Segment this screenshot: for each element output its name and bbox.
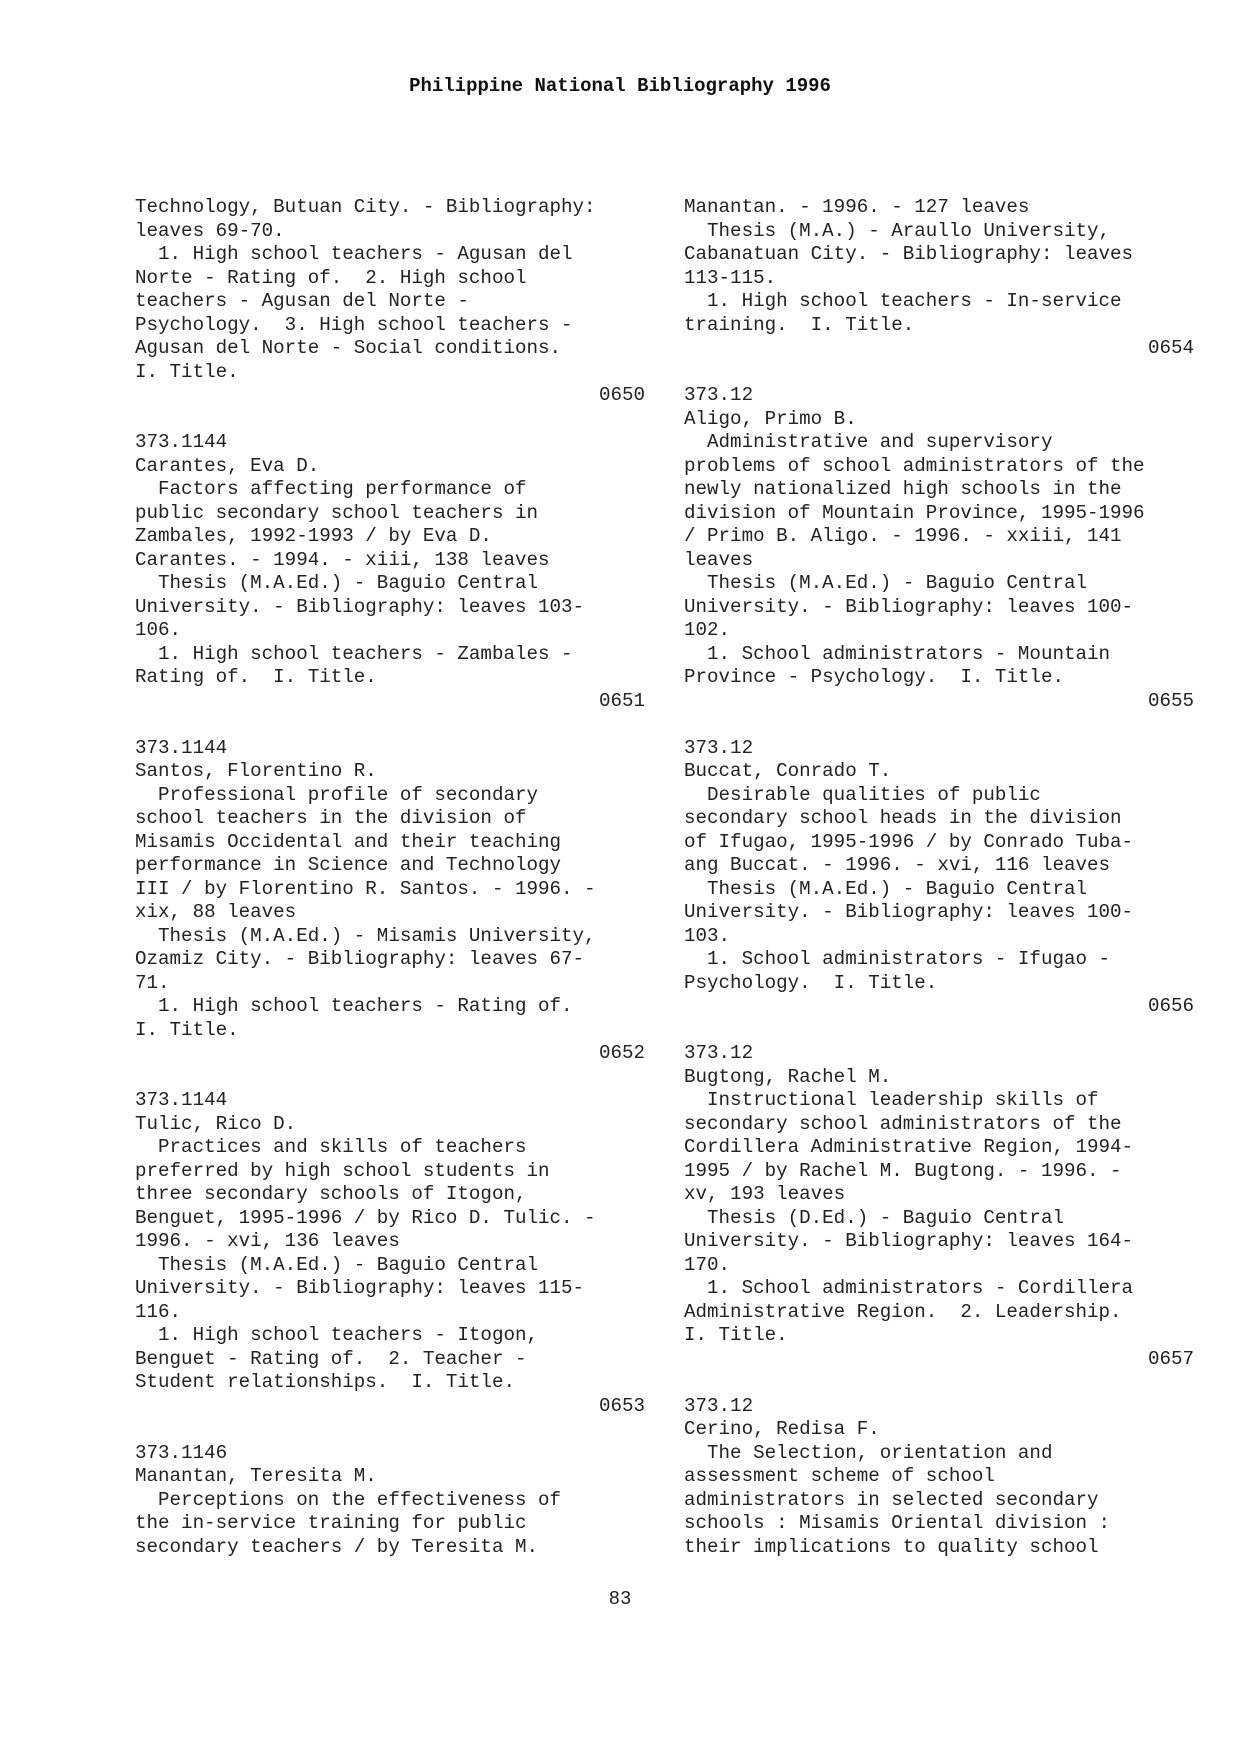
entry-line: problems of school administrators of the <box>684 454 1145 477</box>
entry-line: 71. <box>135 971 170 994</box>
entry-line: Thesis (M.A.) - Araullo University, <box>684 219 1111 242</box>
entry-gap <box>684 1371 1194 1395</box>
entry-line: University. - Bibliography: leaves 103- <box>135 595 585 618</box>
entry-line: 1995 / by Rachel M. Bugtong. - 1996. - <box>684 1159 1122 1182</box>
entry-line: 373.12 <box>684 736 754 759</box>
entry-line: Bugtong, Rachel M. <box>684 1065 892 1088</box>
entry-line: Thesis (M.A.Ed.) - Misamis University, <box>135 924 596 947</box>
entry-line: Carantes. - 1994. - xiii, 138 leaves <box>135 548 550 571</box>
entry-line: the in-service training for public <box>135 1512 527 1534</box>
entry-line: 1. School administrators - Mountain <box>684 642 1111 665</box>
entry-line: 1. High school teachers - Itogon, <box>135 1324 539 1346</box>
entry-line: Cabanatuan City. - Bibliography: leaves <box>684 243 1134 265</box>
entry-line: 373.12 <box>684 1394 754 1417</box>
entry-line: 1996. - xvi, 136 leaves <box>135 1230 400 1252</box>
bibliography-entry <box>135 431 645 713</box>
entry-line: their implications to quality school <box>684 1535 1099 1558</box>
entry-line: Instructional leadership skills of <box>684 1089 1099 1111</box>
entry-line: training. I. Title. <box>684 313 915 336</box>
page-number: 83 <box>608 1588 632 1610</box>
entry-line: Misamis Occidental and their teaching <box>135 830 562 853</box>
entry-gap <box>684 361 1194 385</box>
entry-line: ang Buccat. - 1996. - xvi, 116 leaves <box>684 854 1111 876</box>
entry-line: teachers - Agusan del Norte - <box>135 290 469 312</box>
entry-line: 113-115. <box>684 266 777 289</box>
bibliography-entry <box>684 1395 1194 1560</box>
entry-line: University. - Bibliography: leaves 115- <box>135 1277 585 1299</box>
entry-line: newly nationalized high schools in the <box>684 478 1122 500</box>
entry-line: secondary teachers / by Teresita M. <box>135 1535 539 1558</box>
entry-number: 0651 <box>598 689 645 712</box>
entry-line: Norte - Rating of. 2. High school <box>135 266 527 289</box>
bibliography-entry <box>135 737 645 1066</box>
entry-line: The Selection, orientation and <box>684 1441 1053 1464</box>
entry-line: Thesis (M.A.Ed.) - Baguio Central <box>684 877 1088 900</box>
bibliography-entry <box>135 1442 645 1560</box>
entry-gap <box>684 713 1194 737</box>
entry-line: three secondary schools of Itogon, <box>135 1183 527 1205</box>
entry-line: 1. School administrators - Cordillera <box>684 1277 1134 1299</box>
entry-line: Factors affecting performance of <box>135 478 527 500</box>
entry-line: Perceptions on the effectiveness of <box>135 1488 562 1511</box>
entry-line: Benguet, 1995-1996 / by Rico D. Tulic. - <box>135 1206 596 1229</box>
bibliography-entry <box>135 196 645 408</box>
entry-number: 0650 <box>598 384 645 406</box>
entry-line: Carantes, Eva D. <box>135 454 320 477</box>
entry-line: division of Mountain Province, 1995-1996 <box>684 501 1145 524</box>
page-header: Philippine National Bibliography 1996 <box>409 75 831 97</box>
entry-line: University. - Bibliography: leaves 100- <box>684 595 1134 618</box>
entry-line: administrators in selected secondary <box>684 1488 1099 1511</box>
entry-line: xv, 193 leaves <box>684 1183 846 1205</box>
bibliography-entry <box>684 384 1194 713</box>
left-column <box>135 196 645 1559</box>
entry-line: leaves 69-70. <box>135 219 285 242</box>
entry-line: Thesis (M.A.Ed.) - Baguio Central <box>135 572 539 594</box>
entry-gap <box>135 1418 645 1442</box>
bibliography-entry <box>684 196 1194 361</box>
entry-line: 373.1146 <box>135 1441 228 1464</box>
entry-gap <box>684 1019 1194 1043</box>
entry-line: I. Title. <box>135 360 239 383</box>
entry-line: Buccat, Conrado T. <box>684 760 892 782</box>
entry-line: 103. <box>684 924 731 947</box>
entry-line: / Primo B. Aligo. - 1996. - xxiii, 141 <box>684 525 1122 547</box>
entry-line: Aligo, Primo B. <box>684 407 857 430</box>
entry-line: secondary school administrators of the <box>684 1112 1122 1135</box>
entry-line: Province - Psychology. I. Title. <box>684 666 1064 688</box>
entry-line: 373.12 <box>684 384 754 406</box>
entry-line: Desirable qualities of public <box>684 783 1041 806</box>
entry-line: Thesis (D.Ed.) - Baguio Central <box>684 1206 1064 1229</box>
entry-line: 106. <box>135 619 182 641</box>
entry-gap <box>135 408 645 432</box>
entry-line: Professional profile of secondary <box>135 783 539 806</box>
entry-line: I. Title. <box>135 1018 239 1041</box>
entry-line: Administrative Region. 2. Leadership. <box>684 1300 1122 1323</box>
entry-line: Ozamiz City. - Bibliography: leaves 67- <box>135 948 585 970</box>
entry-line: Cerino, Redisa F. <box>684 1418 880 1440</box>
entry-line: Administrative and supervisory <box>684 431 1053 453</box>
entry-line: Practices and skills of teachers <box>135 1136 527 1158</box>
entry-line: Cordillera Administrative Region, 1994- <box>684 1136 1134 1158</box>
entry-line: preferred by high school students in <box>135 1159 550 1182</box>
entry-line: Santos, Florentino R. <box>135 760 377 782</box>
entry-line: Psychology. 3. High school teachers - <box>135 313 573 336</box>
entry-number: 0652 <box>598 1042 645 1064</box>
entry-line: 1. School administrators - Ifugao - <box>684 948 1111 970</box>
entry-line: Student relationships. I. Title. <box>135 1371 515 1393</box>
entry-number: 0656 <box>1147 995 1194 1017</box>
entry-line: assessment scheme of school <box>684 1465 995 1487</box>
entry-line: Psychology. I. Title. <box>684 971 938 994</box>
entry-line: schools : Misamis Oriental division : <box>684 1512 1111 1534</box>
entry-line: of Ifugao, 1995-1996 / by Conrado Tuba- <box>684 830 1134 853</box>
entry-number: 0653 <box>598 1394 645 1417</box>
entry-line: Rating of. I. Title. <box>135 666 377 688</box>
entry-line: Benguet - Rating of. 2. Teacher - <box>135 1347 527 1370</box>
right-column <box>684 196 1194 1559</box>
entry-line: University. - Bibliography: leaves 164- <box>684 1230 1134 1252</box>
entry-number: 0657 <box>1147 1347 1194 1370</box>
entry-line: 373.12 <box>684 1042 754 1064</box>
entry-line: Manantan. - 1996. - 127 leaves <box>684 196 1030 218</box>
entry-line: I. Title. <box>684 1324 788 1346</box>
bibliography-entry <box>135 1089 645 1418</box>
entry-line: 102. <box>684 619 731 641</box>
entry-gap <box>135 1066 645 1090</box>
entry-line: Manantan, Teresita M. <box>135 1465 377 1487</box>
entry-line: secondary school heads in the division <box>684 807 1122 829</box>
entry-line: 1. High school teachers - Rating of. <box>135 995 573 1017</box>
entry-number: 0654 <box>1147 337 1194 359</box>
entry-line: 170. <box>684 1253 731 1276</box>
bibliography-entry <box>684 1042 1194 1371</box>
entry-gap <box>135 713 645 737</box>
entry-line: 1. High school teachers - Zambales - <box>135 642 573 665</box>
entry-number: 0655 <box>1147 689 1194 712</box>
entry-line: 373.1144 <box>135 736 228 759</box>
entry-line: Agusan del Norte - Social conditions. <box>135 337 562 359</box>
entry-line: Tulic, Rico D. <box>135 1112 297 1135</box>
entry-line: school teachers in the division of <box>135 807 527 829</box>
entry-line: Zambales, 1992-1993 / by Eva D. <box>135 525 492 547</box>
entry-line: public secondary school teachers in <box>135 501 539 524</box>
entry-line: Technology, Butuan City. - Bibliography: <box>135 196 596 218</box>
entry-line: University. - Bibliography: leaves 100- <box>684 901 1134 923</box>
entry-line: 1. High school teachers - In-service <box>684 290 1122 312</box>
entry-line: 373.1144 <box>135 1089 228 1111</box>
entry-line: 1. High school teachers - Agusan del <box>135 243 573 265</box>
entry-line: 116. <box>135 1300 182 1323</box>
entry-line: III / by Florentino R. Santos. - 1996. - <box>135 877 596 900</box>
entry-line: leaves <box>684 548 754 571</box>
entry-line: Thesis (M.A.Ed.) - Baguio Central <box>684 572 1088 594</box>
entry-line: performance in Science and Technology <box>135 854 562 876</box>
entry-line: 373.1144 <box>135 431 228 453</box>
entry-line: xix, 88 leaves <box>135 901 297 923</box>
bibliography-entry <box>684 737 1194 1019</box>
entry-line: Thesis (M.A.Ed.) - Baguio Central <box>135 1253 539 1276</box>
